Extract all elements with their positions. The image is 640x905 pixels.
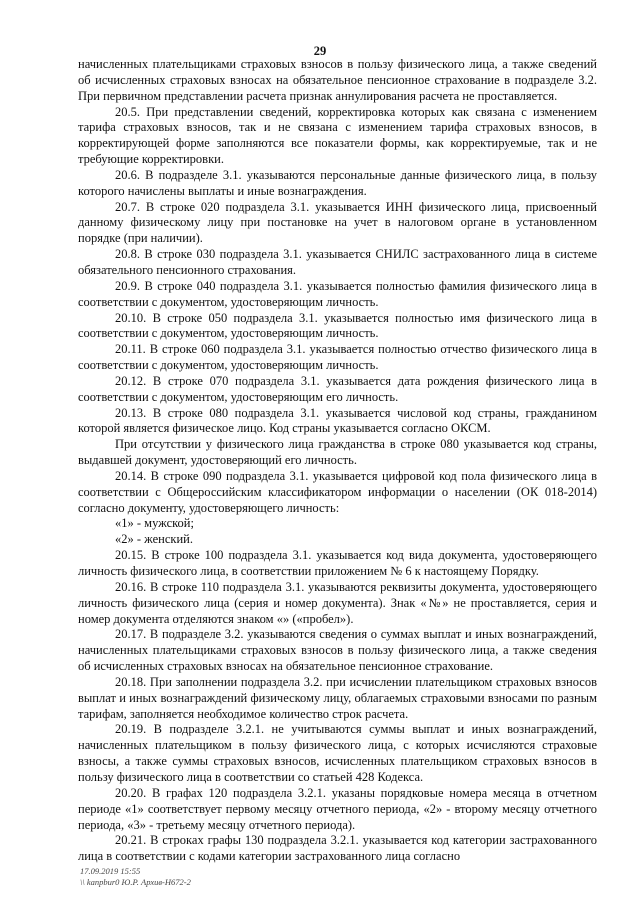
footer-file-path: \\ kanpbur0 Ю.Р. Архив-Н672-2	[80, 876, 191, 887]
paragraph-20-19: 20.19. В подразделе 3.2.1. не учитываются суммы выплат и иных вознаграждений, начисленных плательщиком в пользу физического лица, с которых исчисляются страховые взносы, а также суммы страховых взносов, исчисленных плательщиком страховых взносов в пользу физического лица в соответствии со статьей 428 Кодекса.	[78, 722, 597, 784]
paragraph-continuation: начисленных плательщиками страховых взносов в пользу физического лица, а также сведений об исчисленных страховых взносах на обязательное пенсионное страхование в подразделе 3.2. При первичном представлении расчета признак аннулирования расчета не проставляется.	[78, 57, 597, 103]
paragraph-20-6: 20.6. В подразделе 3.1. указываются персональные данные физического лица, в пользу которого начислены выплаты и иные вознаграждения.	[78, 167, 597, 198]
page-number: 29	[313, 44, 327, 58]
paragraph-20-17: 20.17. В подразделе 3.2. указываются сведения о суммах выплат и иных вознаграждений, начисленных плательщиками страховых взносов в пользу физического лица, а также сведения об исчисленных страховых взносах на обязательное пенсионное страхование.	[78, 627, 597, 674]
paragraph-20-5: 20.5. При представлении сведений, корректировка которых как связана с изменением тарифа страховых взносов, так и не связана с изменением тарифа страховых взносов, в корректирующей форме заполняются все показатели формы, как корректируемые, так и не требующие корректировки.	[78, 104, 597, 167]
paragraph-20-13: 20.13. В строке 080 подраздела 3.1. указывается числовой код страны, гражданином которой является физическое лицо. Код страны указывается согласно ОКСМ.	[78, 405, 597, 436]
paragraph-20-12: 20.12. В строке 070 подраздела 3.1. указывается дата рождения физического лица в соответствии с документом, удостоверяющим его личность.	[78, 373, 597, 404]
paragraph-20-15: 20.15. В строке 100 подраздела 3.1. указывается код вида документа, удостоверяющего личность физического лица, в соответствии приложением № 6 к настоящему Порядку.	[78, 548, 597, 578]
paragraph-20-10: 20.10. В строке 050 подраздела 3.1. указывается полностью имя физического лица в соответствии с документом, удостоверяющим личность.	[78, 310, 597, 341]
list-item-male: «1» - мужской;	[115, 516, 194, 531]
paragraph-20-21: 20.21. В строках графы 130 подраздела 3.2.1. указывается код категории застрахованного лица в соответствии с кодами категории застрахованного лица согласно	[78, 833, 597, 864]
document-footer	[80, 866, 191, 887]
paragraph-20-18: 20.18. При заполнении подраздела 3.2. при исчислении плательщиком страховых взносов выплат и иных вознаграждений физическому лицу, облагаемых страховыми взносами по разным тарифам, заполняется необходимое количество строк расчета.	[78, 674, 597, 721]
footer-timestamp: 17.09.2019 15:55	[80, 866, 141, 876]
paragraph-20-14: 20.14. В строке 090 подраздела 3.1. указывается цифровой код пола физического лица в соответствии с Общероссийским классификатором информации о населении (ОК 018-2014) согласно документу, удостоверяющего личность:	[78, 468, 597, 515]
paragraph-20-9: 20.9. В строке 040 подраздела 3.1. указывается полностью фамилия физического лица в соответствии с документом, удостоверяющим личность.	[78, 278, 597, 309]
list-item-female: «2» - женский.	[115, 532, 193, 547]
paragraph-20-11: 20.11. В строке 060 подраздела 3.1. указывается полностью отчество физического лица в соответствии с документом, удостоверяющим личность.	[78, 342, 597, 373]
paragraph-20-8: 20.8. В строке 030 подраздела 3.1. указывается СНИЛС застрахованного лица в системе обязательного пенсионного страхования.	[78, 247, 597, 277]
paragraph-20-13-note: При отсутствии у физического лица гражданства в строке 080 указывается код страны, выдавшей документ, удостоверяющий его личность.	[78, 437, 597, 468]
paragraph-20-16: 20.16. В строке 110 подраздела 3.1. указываются реквизиты документа, удостоверяющего личность физического лица (серия и номер документа). Знак «№» не проставляется, серия и номер документа отделяются знаком «» («пробел»).	[78, 579, 597, 626]
paragraph-20-20: 20.20. В графах 120 подраздела 3.2.1. указаны порядковые номера месяца в отчетном периоде «1» соответствует первому месяцу отчетного периода, «2» - второму месяцу отчетного периода, «3» - третьему месяцу отчетного периода).	[78, 785, 597, 832]
document-body	[78, 57, 597, 865]
paragraph-20-7: 20.7. В строке 020 подраздела 3.1. указывается ИНН физического лица, присвоенный данному физическому лицу при постановке на учет в налоговом органе в установленном порядке (при наличии).	[78, 199, 597, 246]
